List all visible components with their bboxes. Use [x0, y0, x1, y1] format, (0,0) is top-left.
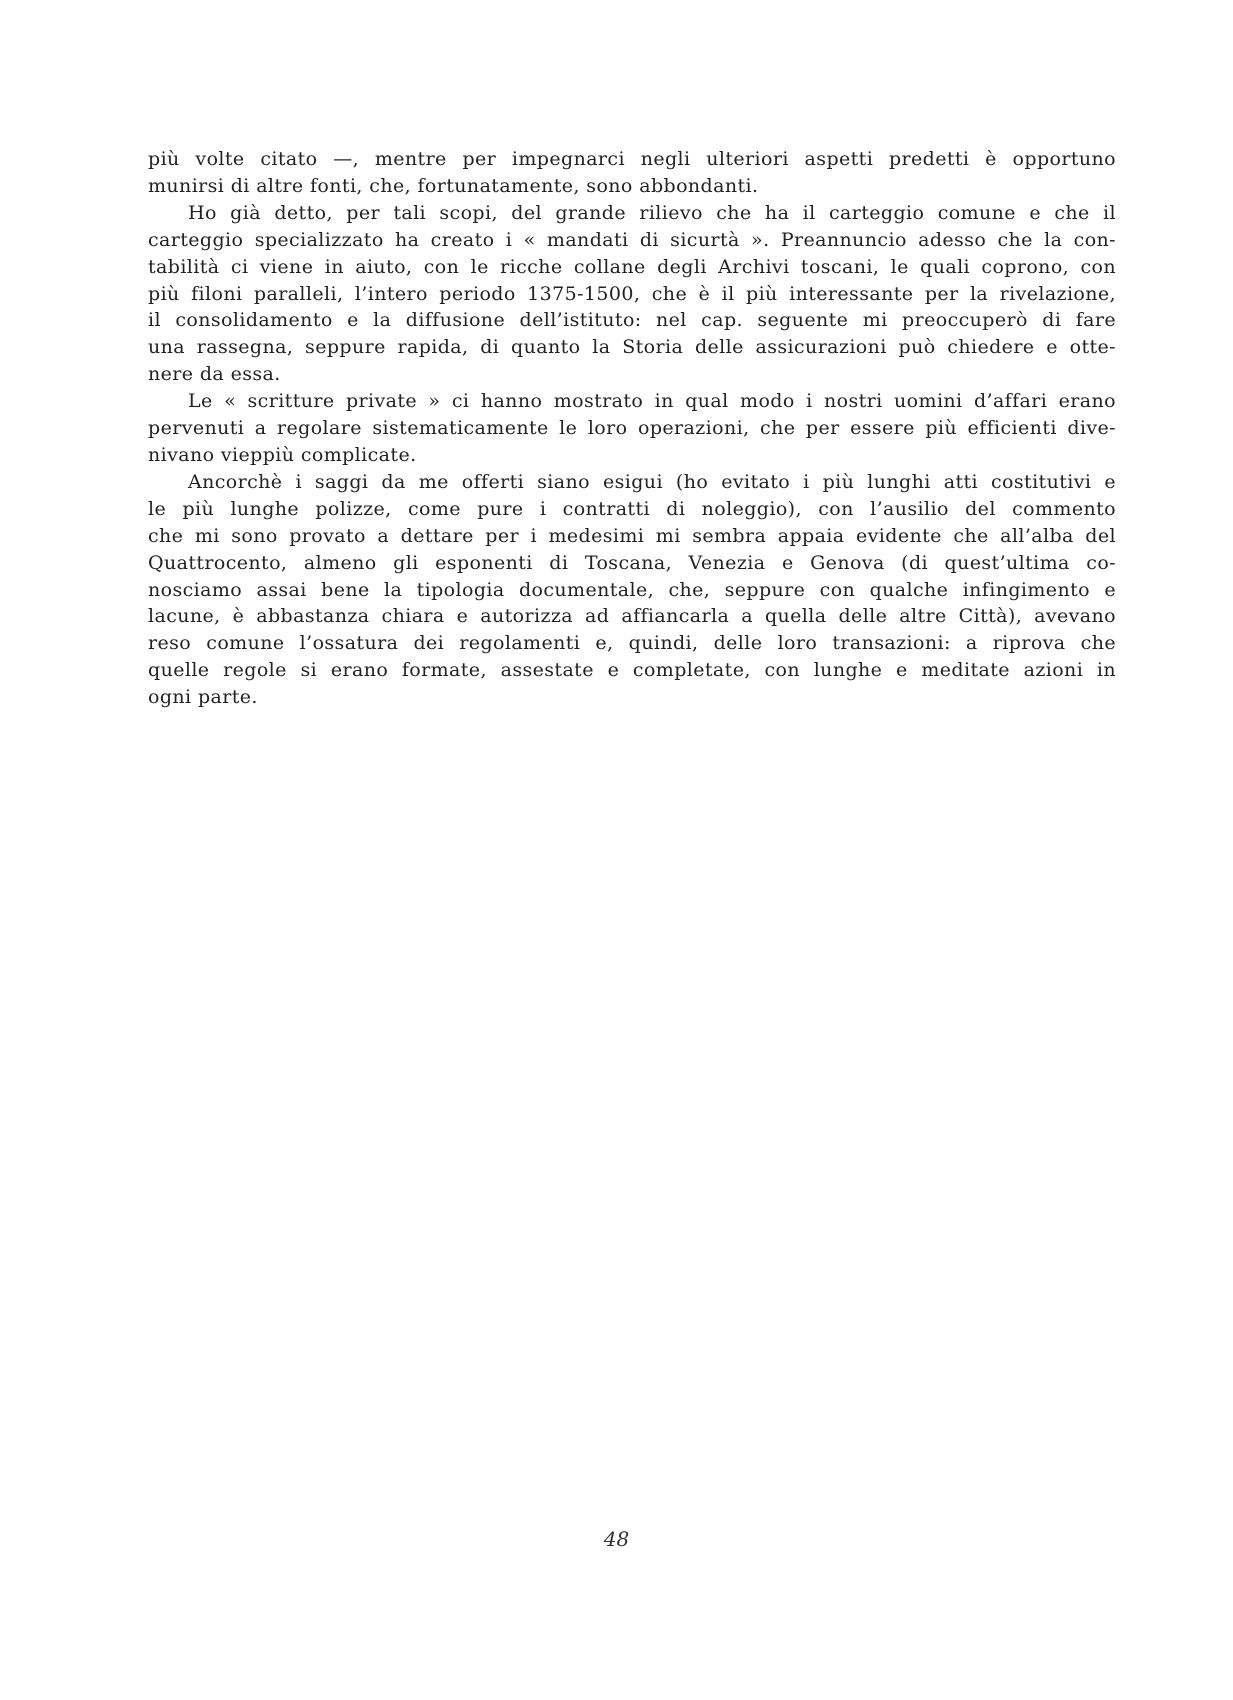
- text-line: più volte citato —, mentre per impegnarci negli ulteriori aspetti predetti è opportuno: [148, 148, 1116, 170]
- text-line: più filoni paralleli, l’intero periodo 1375-1500, che è il più interessante per la rivelazione,: [148, 282, 1116, 305]
- text-line: carteggio specializzato ha creato i « mandati di sicurtà ». Preannuncio adesso che la con-: [148, 228, 1116, 251]
- text-line: nivano vieppiù complicate.: [148, 443, 417, 466]
- text-line: le più lunghe polizze, come pure i contratti di noleggio), con l’ausilio del commento: [148, 497, 1116, 520]
- text-line: una rassegna, seppure rapida, di quanto la Storia delle assicurazioni può chiedere e otte-: [148, 336, 1116, 359]
- text-line: che mi sono provato a dettare per i medesimi mi sembra appaia evidente che all’alba del: [148, 524, 1116, 547]
- paragraph: [148, 200, 1116, 388]
- text-line: reso comune l’ossatura dei regolamenti e, quindi, delle loro transazioni: a riprova che: [148, 632, 1116, 655]
- paragraph: [148, 146, 1116, 200]
- text-line: lacune, è abbastanza chiara e autorizza ad affiancarla a quella delle altre Città), avevano: [148, 605, 1116, 628]
- text-line: nere da essa.: [148, 363, 281, 386]
- paragraph: [148, 388, 1116, 469]
- text-line: tabilità ci viene in aiuto, con le ricche collane degli Archivi toscani, le quali coprono, con: [148, 255, 1116, 278]
- text-line: munirsi di altre fonti, che, fortunatamente, sono abbondanti.: [148, 174, 759, 197]
- text-line: pervenuti a regolare sistematicamente le loro operazioni, che per essere più efficienti dive-: [148, 417, 1116, 440]
- text-line: Quattrocento, almeno gli esponenti di Toscana, Venezia e Genova (di quest’ultima co-: [148, 551, 1116, 574]
- text-line: il consolidamento e la diffusione dell’istituto: nel cap. seguente mi preoccuperò di fare: [148, 309, 1116, 332]
- text-line: nosciamo assai bene la tipologia documentale, che, seppure con qualche infingimento e: [148, 578, 1116, 601]
- text-line: quelle regole si erano formate, assestate e completate, con lunghe e meditate azioni in: [148, 659, 1116, 682]
- paragraph: [148, 469, 1116, 711]
- page-number: 48: [603, 1527, 630, 1551]
- body-text: [148, 146, 1116, 711]
- text-line: Ho già detto, per tali scopi, del grande rilievo che ha il carteggio comune e che il: [188, 201, 1116, 224]
- text-line: Le « scritture private » ci hanno mostrato in qual modo i nostri uomini d’affari erano: [188, 390, 1116, 413]
- text-line: ogni parte.: [148, 686, 258, 709]
- text-line: Ancorchè i saggi da me offerti siano esigui (ho evitato i più lunghi atti costitutivi e: [188, 470, 1116, 493]
